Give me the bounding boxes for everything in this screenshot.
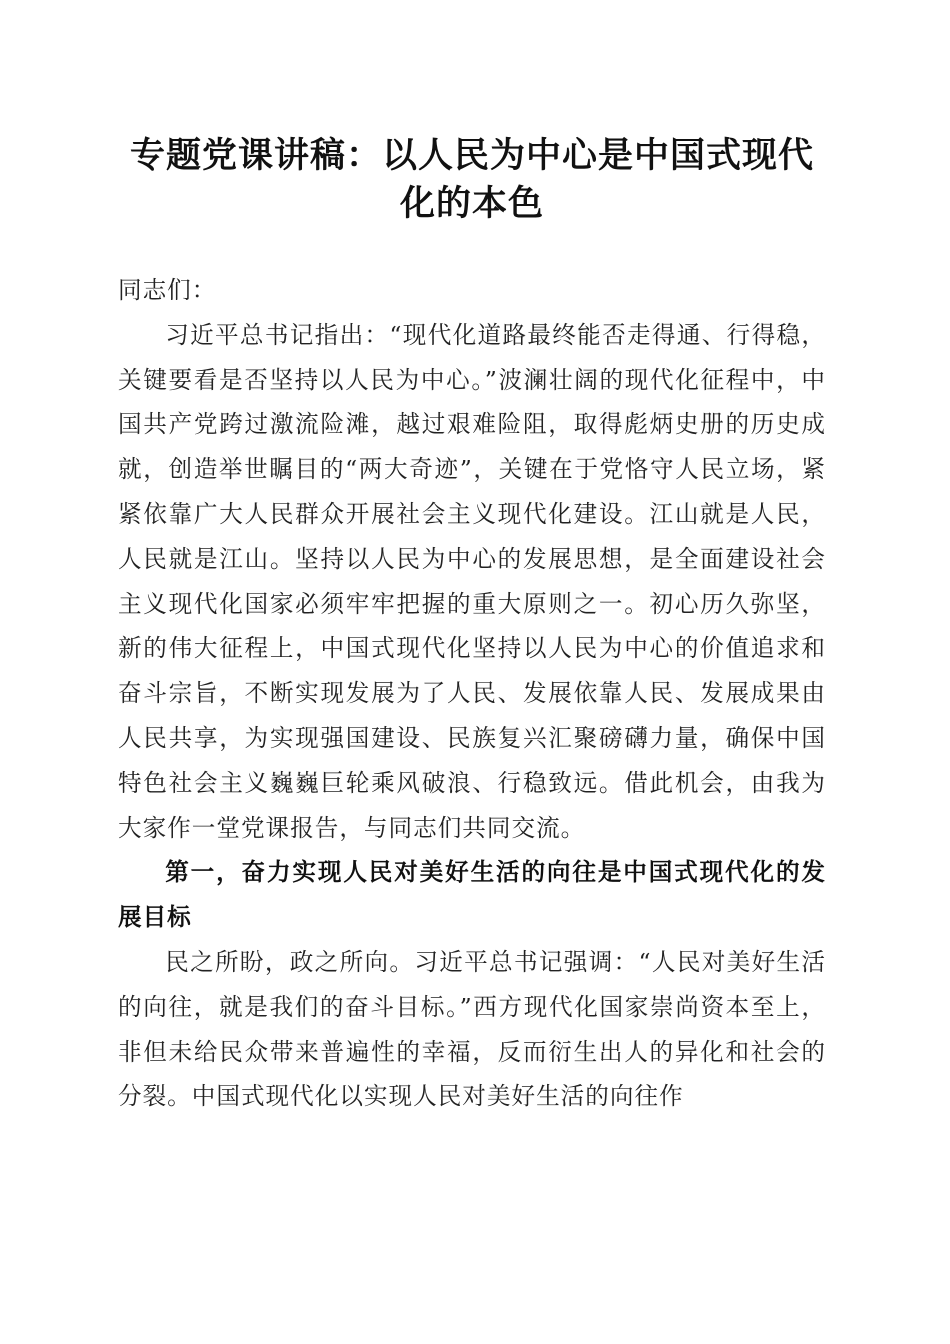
document-body xyxy=(118,268,826,1119)
document-page xyxy=(118,132,826,1119)
intro-paragraph: 习近平总书记指出：“现代化道路最终能否走得通、行得稳，关键要看是否坚持以人民为中心。”波澜壮阔的现代化征程中，中国共产党跨过激流险滩，越过艰难险阻，取得彪炳史册的历史成就，创造举世瞩目的“两大奇迹”，关键在于党恪守人民立场，紧紧依靠广大人民群众开展社会主义现代化建设。江山就是人民，人民就是江山。坚持以人民为中心的发展思想，是全面建设社会主义现代化国家必须牢牢把握的重大原则之一。初心历久弥坚，新的伟大征程上，中国式现代化坚持以人民为中心的价值追求和奋斗宗旨，不断实现发展为了人民、发展依靠人民、发展成果由人民共享，为实现强国建设、民族复兴汇聚磅礴力量，确保中国特色社会主义巍巍巨轮乘风破浪、行稳致远。借此机会，由我为大家作一堂党课报告，与同志们共同交流。 xyxy=(118,320,826,842)
document-title: 专题党课讲稿：以人民为中心是中国式现代化的本色 xyxy=(129,135,814,224)
section-paragraph: 民之所盼，政之所向。习近平总书记强调：“人民对美好生活的向往，就是我们的奋斗目标。”西方现代化国家崇尚资本至上，非但未给民众带来普遍性的幸福，反而衍生出人的异化和社会的分裂。中国式现代化以实现人民对美好生活的向往作 xyxy=(118,947,826,1111)
salutation: 同志们： xyxy=(118,276,217,304)
section-heading: 第一，奋力实现人民对美好生活的向往是中国式现代化的发展目标 xyxy=(118,858,826,932)
